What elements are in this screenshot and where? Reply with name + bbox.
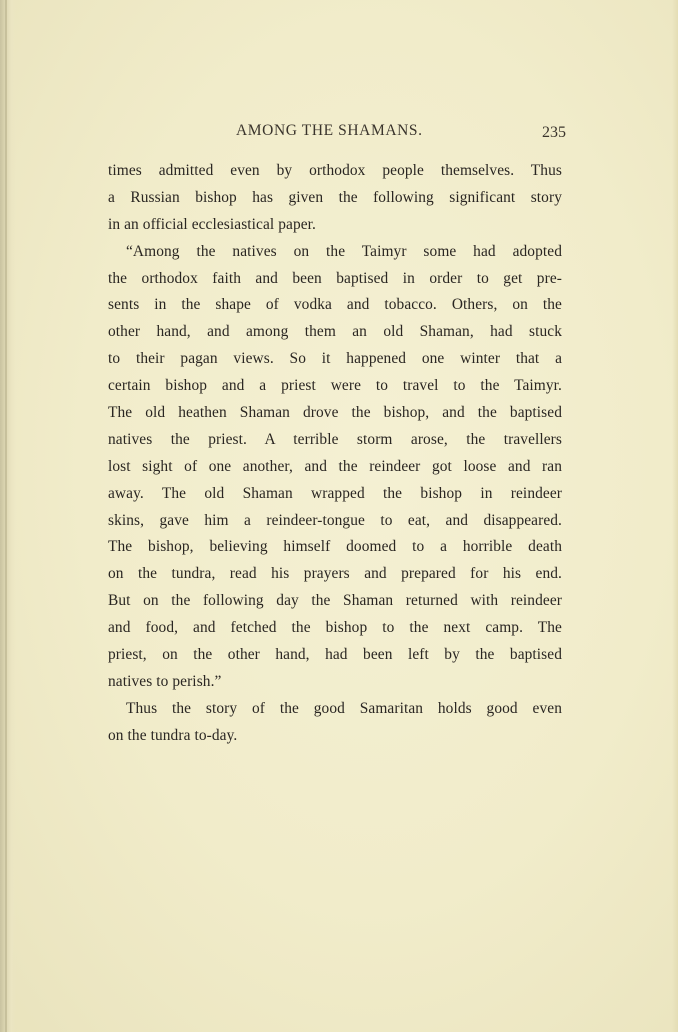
text-line: certain bishop and a priest were to travel to the Taimyr. — [108, 377, 562, 395]
text-line: a Russian bishop has given the following significant story — [108, 188, 562, 206]
text-line: other hand, and among them an old Shaman, had stuck — [108, 323, 562, 341]
text-line: Thus the story of the good Samaritan holds good even — [126, 699, 562, 717]
text-line: in an official ecclesiastical paper. — [108, 215, 316, 233]
text-line: and food, and fetched the bishop to the next camp. The — [108, 619, 562, 637]
text-line: priest, on the other hand, had been left by the baptised — [108, 646, 562, 664]
text-line: to their pagan views. So it happened one winter that a — [108, 350, 562, 368]
text-line: skins, gave him a reindeer-tongue to eat, and disappeared. — [108, 511, 562, 529]
text-line: natives to perish.” — [108, 672, 222, 690]
binding-edge — [5, 0, 7, 1032]
text-line: The old heathen Shaman drove the bishop, and the baptised — [108, 404, 562, 422]
text-line: times admitted even by orthodox people themselves. Thus — [108, 162, 562, 179]
page-header — [108, 119, 566, 143]
text-line: away. The old Shaman wrapped the bishop in reindeer — [108, 484, 562, 502]
text-line: But on the following day the Shaman returned with reindeer — [108, 592, 562, 610]
text-line: natives the priest. A terrible storm arose, the travellers — [108, 430, 562, 448]
text-line: lost sight of one another, and the reindeer got loose and ran — [108, 457, 562, 475]
page-gutter — [0, 0, 16, 1032]
page-number: 235 — [542, 124, 566, 141]
body-text — [108, 158, 562, 750]
running-head: AMONG THE SHAMANS. — [236, 122, 423, 139]
page-edge — [672, 0, 678, 1032]
text-line: the orthodox faith and been baptised in order to get pre- — [108, 269, 562, 287]
text-line: on the tundra, read his prayers and prepared for his end. — [108, 565, 562, 583]
text-line: on the tundra to-day. — [108, 726, 238, 744]
text-line: The bishop, believing himself doomed to a horrible death — [108, 538, 562, 556]
text-line: “Among the natives on the Taimyr some had adopted — [126, 242, 562, 260]
text-line: sents in the shape of vodka and tobacco. Others, on the — [108, 296, 562, 314]
